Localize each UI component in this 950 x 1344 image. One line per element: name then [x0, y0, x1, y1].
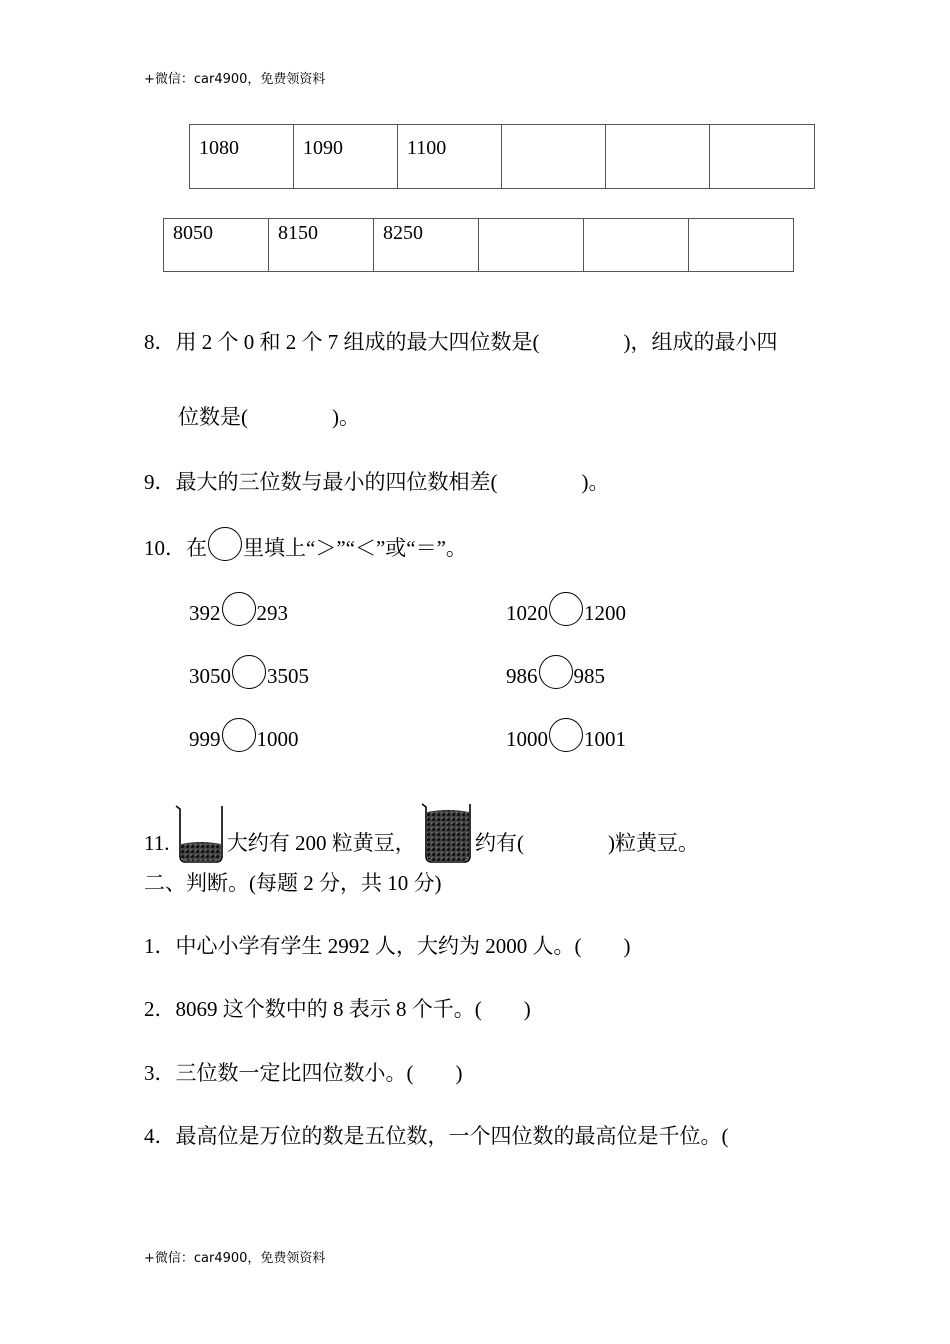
judge-item-1: 1．中心小学有学生 2992 人，大约为 2000 人。( )	[144, 934, 631, 958]
judge-item-2: 2．8069 这个数中的 8 表示 8 个千。( )	[144, 997, 531, 1021]
compare-circle-icon[interactable]	[232, 655, 266, 689]
question-8-line-1: 8．用 2 个 0 和 2 个 7 组成的最大四位数是( )，组成的最小四	[144, 330, 778, 354]
compare-circle-icon[interactable]	[222, 592, 256, 626]
table1-cell: 1100	[398, 125, 502, 189]
watermark-bottom: +微信：car4900，免费领资料	[144, 1251, 326, 1266]
compare-circle-icon[interactable]	[222, 718, 256, 752]
table1-cell	[710, 125, 815, 189]
compare-circle-icon[interactable]	[549, 718, 583, 752]
compare-right: 1000	[256, 727, 299, 751]
compare-circle-icon[interactable]	[549, 592, 583, 626]
number-sequence-table-2	[163, 218, 794, 272]
compare-left: 986	[506, 664, 538, 688]
compare-left: 1020	[506, 601, 548, 625]
compare-circle-icon[interactable]	[539, 655, 573, 689]
table2-cell	[689, 219, 794, 272]
section-2-title: 二、判断。(每题 2 分，共 10 分)	[144, 871, 442, 895]
compare-circle-icon	[208, 527, 242, 561]
compare-left: 999	[189, 727, 221, 751]
question-11-number: 11.	[144, 831, 170, 855]
question-11-part1: 大约有 200 粒黄豆，	[226, 831, 416, 855]
compare-item	[189, 718, 299, 752]
number-sequence-table-1	[189, 124, 815, 189]
question-11-part2: 约有( )粒黄豆。	[474, 831, 699, 855]
compare-right: 1001	[584, 727, 626, 751]
table2-cell	[479, 219, 584, 272]
beaker-full-icon	[421, 802, 475, 864]
compare-right: 1200	[584, 601, 626, 625]
compare-item	[189, 592, 288, 626]
table1-cell	[606, 125, 710, 189]
table2-cell: 8250	[374, 219, 479, 272]
judge-item-3: 3．三位数一定比四位数小。( )	[144, 1061, 463, 1085]
compare-right: 3505	[267, 664, 309, 688]
compare-item	[506, 592, 626, 626]
compare-right: 293	[256, 601, 288, 625]
compare-left: 3050	[189, 664, 231, 688]
question-8-line-2: 位数是( )。	[178, 405, 360, 429]
compare-left: 1000	[506, 727, 548, 751]
question-11	[144, 802, 699, 864]
question-10-suffix: 里填上“＞”“＜”或“＝”。	[243, 536, 467, 560]
compare-item	[189, 655, 309, 689]
question-10-prompt	[144, 527, 467, 562]
question-9: 9．最大的三位数与最小的四位数相差( )。	[144, 470, 610, 494]
watermark-top: +微信：car4900，免费领资料	[144, 72, 326, 87]
question-10-prefix: 10．在	[144, 536, 207, 560]
beaker-small-icon	[175, 804, 227, 864]
compare-item	[506, 718, 626, 752]
table1-cell: 1080	[190, 125, 294, 189]
compare-item	[506, 655, 605, 689]
table1-cell	[502, 125, 606, 189]
judge-item-4: 4．最高位是万位的数是五位数，一个四位数的最高位是千位。(	[144, 1124, 729, 1148]
table2-cell	[584, 219, 689, 272]
compare-right: 985	[573, 664, 605, 688]
table2-cell: 8050	[164, 219, 269, 272]
table2-cell: 8150	[269, 219, 374, 272]
compare-left: 392	[189, 601, 221, 625]
table1-cell: 1090	[294, 125, 398, 189]
